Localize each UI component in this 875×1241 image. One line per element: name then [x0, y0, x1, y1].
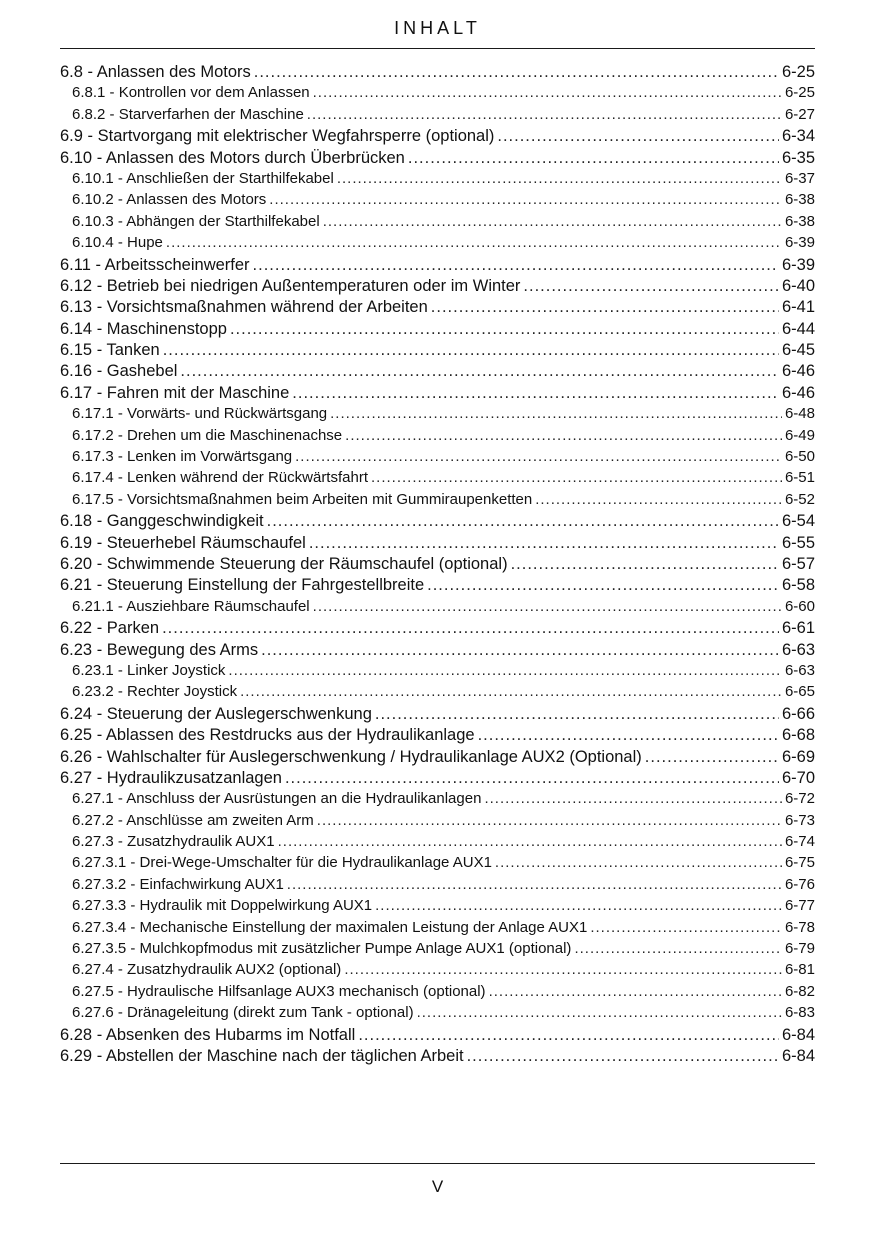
- toc-leader-dots: [345, 427, 782, 444]
- toc-leader-dots: [511, 555, 779, 574]
- toc-leader-dots: [375, 705, 779, 724]
- toc-entry-page: 6-38: [784, 212, 815, 230]
- toc-leader-dots: [371, 469, 782, 486]
- toc-leader-dots: [163, 341, 779, 360]
- toc-leader-dots: [417, 1004, 782, 1021]
- toc-entry-label: 6.27.3.2 - Einfachwirkung AUX1: [72, 875, 284, 893]
- toc-entry: [60, 833, 815, 854]
- toc-entry-page: 6-79: [784, 940, 815, 958]
- toc-entry: [60, 641, 815, 662]
- toc-entry-label: 6.23 - Bewegung des Arms: [60, 640, 259, 659]
- toc-leader-dots: [344, 961, 782, 978]
- toc-entry: [60, 1026, 815, 1047]
- toc-entry: [60, 769, 815, 790]
- toc-leader-dots: [267, 512, 779, 531]
- toc-leader-dots: [323, 213, 782, 230]
- toc-entry-label: 6.13 - Vorsichtsmaßnahmen während der Arbeiten: [60, 298, 428, 317]
- toc-entry: [60, 790, 815, 811]
- toc-entry-page: 6-57: [781, 554, 815, 573]
- toc-entry: [60, 170, 815, 191]
- toc-entry: [60, 469, 815, 490]
- toc-entry-page: 6-63: [784, 661, 815, 679]
- toc-entry: [60, 191, 815, 212]
- toc-entry-label: 6.17.4 - Lenken während der Rückwärtsfahrt: [72, 469, 368, 487]
- toc-entry: [60, 1004, 815, 1025]
- toc-leader-dots: [162, 619, 779, 638]
- toc-leader-dots: [431, 298, 779, 317]
- toc-entry-page: 6-76: [784, 875, 815, 893]
- toc-leader-dots: [467, 1047, 779, 1066]
- toc-entry: [60, 897, 815, 918]
- toc-leader-dots: [313, 598, 782, 615]
- toc-entry-label: 6.26 - Wahlschalter für Auslegerschwenkung / Hydraulikanlage AUX2 (Optional): [60, 747, 642, 766]
- toc-entry-page: 6-77: [784, 897, 815, 915]
- toc-leader-dots: [574, 940, 782, 957]
- toc-entry: [60, 256, 815, 277]
- toc-entry-page: 6-68: [781, 726, 815, 745]
- toc-entry-label: 6.21 - Steuerung Einstellung der Fahrgestellbreite: [60, 576, 425, 595]
- toc-entry-page: 6-46: [781, 362, 815, 381]
- toc-entry-page: 6-52: [784, 490, 815, 508]
- toc-entry-page: 6-60: [784, 597, 815, 615]
- toc-leader-dots: [292, 384, 779, 403]
- toc-entry-page: 6-74: [784, 833, 815, 851]
- toc-entry-label: 6.21.1 - Ausziehbare Räumschaufel: [72, 597, 310, 615]
- toc-entry-label: 6.15 - Tanken: [60, 341, 160, 360]
- toc-leader-dots: [375, 897, 782, 914]
- toc-entry-page: 6-70: [781, 768, 815, 787]
- toc-entry-page: 6-44: [781, 319, 815, 338]
- page-header: [60, 0, 815, 49]
- toc-entry-label: 6.10 - Anlassen des Motors durch Überbrücken: [60, 148, 405, 167]
- toc-entry-label: 6.27.1 - Anschluss der Ausrüstungen an die Hydraulikanlagen: [72, 790, 482, 808]
- toc-entry: [60, 213, 815, 234]
- footer-rule: [60, 1163, 815, 1164]
- toc-entry: [60, 555, 815, 576]
- toc-entry-label: 6.27.6 - Dränageleitung (direkt zum Tank - optional): [72, 1004, 414, 1022]
- toc-entry-page: 6-73: [784, 811, 815, 829]
- toc-entry: [60, 534, 815, 555]
- toc-entry-page: 6-41: [781, 298, 815, 317]
- toc-entry: [60, 961, 815, 982]
- toc-entry-page: 6-72: [784, 790, 815, 808]
- toc-entry: [60, 876, 815, 897]
- toc-leader-dots: [240, 683, 782, 700]
- toc-entry-label: 6.8.1 - Kontrollen vor dem Anlassen: [72, 84, 310, 102]
- toc-entry-label: 6.8.2 - Starverfarhen der Maschine: [72, 105, 304, 123]
- toc-entry: [60, 748, 815, 769]
- toc-entry-page: 6-37: [784, 169, 815, 187]
- toc-entry: [60, 919, 815, 940]
- toc-leader-dots: [590, 919, 782, 936]
- toc-entry-label: 6.23.2 - Rechter Joystick: [72, 683, 238, 701]
- toc-leader-dots: [408, 149, 779, 168]
- toc-entry-page: 6-61: [781, 619, 815, 638]
- toc-entry-label: 6.17.5 - Vorsichtsmaßnahmen beim Arbeiten mit Gummiraupenketten: [72, 490, 533, 508]
- toc-entry: [60, 662, 815, 683]
- toc-leader-dots: [180, 362, 779, 381]
- toc-entry-page: 6-55: [781, 533, 815, 552]
- toc-leader-dots: [523, 277, 779, 296]
- toc-entry: [60, 705, 815, 726]
- toc-entry: [60, 598, 815, 619]
- header-rule: [60, 48, 815, 49]
- toc-entry: [60, 448, 815, 469]
- toc-entry-page: 6-38: [784, 191, 815, 209]
- toc-entry-page: 6-58: [781, 576, 815, 595]
- page-title: INHALT: [394, 18, 481, 38]
- toc-leader-dots: [330, 405, 782, 422]
- toc-entry-page: 6-63: [781, 640, 815, 659]
- toc-leader-dots: [295, 448, 782, 465]
- toc-entry-label: 6.10.3 - Abhängen der Starthilfekabel: [72, 212, 320, 230]
- toc-leader-dots: [484, 790, 782, 807]
- toc-entry-page: 6-49: [784, 426, 815, 444]
- toc-leader-dots: [287, 876, 782, 893]
- toc-entry-page: 6-39: [784, 234, 815, 252]
- toc-entry: [60, 362, 815, 383]
- toc-entry-page: 6-75: [784, 854, 815, 872]
- toc-entry: [60, 983, 815, 1004]
- toc-entry: [60, 277, 815, 298]
- toc-entry: [60, 1047, 815, 1068]
- toc-entry: [60, 940, 815, 961]
- toc-entry: [60, 854, 815, 875]
- toc-entry-label: 6.24 - Steuerung der Auslegerschwenkung: [60, 704, 372, 723]
- toc-leader-dots: [269, 191, 782, 208]
- toc-entry-page: 6-54: [781, 512, 815, 531]
- toc-entry: [60, 726, 815, 747]
- toc-leader-dots: [358, 1026, 779, 1045]
- toc-entry: [60, 106, 815, 127]
- toc-entry-label: 6.10.1 - Anschließen der Starthilfekabel: [72, 169, 334, 187]
- footer-page-number: V: [431, 1177, 444, 1196]
- toc-entry-label: 6.11 - Arbeitsscheinwerfer: [60, 255, 250, 274]
- toc-entry-label: 6.27.5 - Hydraulische Hilfsanlage AUX3 mechanisch (optional): [72, 982, 486, 1000]
- toc-leader-dots: [253, 256, 779, 275]
- toc-entry-label: 6.9 - Startvorgang mit elektrischer Wegfahrsperre (optional): [60, 127, 495, 146]
- toc-entry-label: 6.17.2 - Drehen um die Maschinenachse: [72, 426, 343, 444]
- toc-entry-page: 6-81: [784, 961, 815, 979]
- toc-entry-label: 6.27.4 - Zusatzhydraulik AUX2 (optional): [72, 961, 342, 979]
- toc-entry-label: 6.10.2 - Anlassen des Motors: [72, 191, 267, 209]
- toc-entry-label: 6.27 - Hydraulikzusatzanlagen: [60, 768, 282, 787]
- toc-entry-page: 6-84: [781, 1025, 815, 1044]
- toc-leader-dots: [261, 641, 779, 660]
- toc-leader-dots: [497, 127, 779, 146]
- toc-entry-label: 6.8 - Anlassen des Motors: [60, 63, 251, 81]
- toc-leader-dots: [478, 726, 779, 745]
- toc-entry-page: 6-78: [784, 918, 815, 936]
- toc-entry: [60, 341, 815, 362]
- toc-entry: [60, 63, 815, 84]
- toc-entry: [60, 683, 815, 704]
- toc-entry-page: 6-40: [781, 276, 815, 295]
- toc-entry-page: 6-48: [784, 405, 815, 423]
- toc-entry-label: 6.22 - Parken: [60, 619, 160, 638]
- toc-leader-dots: [337, 170, 782, 187]
- toc-entry-label: 6.29 - Abstellen der Maschine nach der täglichen Arbeit: [60, 1046, 464, 1065]
- toc-entry-label: 6.14 - Maschinenstopp: [60, 319, 227, 338]
- toc-entry-label: 6.18 - Ganggeschwindigkeit: [60, 512, 264, 531]
- toc-entry: [60, 812, 815, 833]
- toc-entry-page: 6-66: [781, 704, 815, 723]
- toc-list: [60, 63, 815, 1068]
- toc-entry-label: 6.23.1 - Linker Joystick: [72, 661, 226, 679]
- toc-leader-dots: [166, 234, 782, 251]
- toc-leader-dots: [254, 63, 779, 82]
- toc-entry-label: 6.27.3.1 - Drei-Wege-Umschalter für die Hydraulikanlage AUX1: [72, 854, 492, 872]
- toc-entry-page: 6-46: [781, 383, 815, 402]
- toc-entry-label: 6.28 - Absenken des Hubarms im Notfall: [60, 1025, 356, 1044]
- toc-entry-page: 6-45: [781, 341, 815, 360]
- toc-entry-label: 6.12 - Betrieb bei niedrigen Außentemperaturen oder im Winter: [60, 276, 521, 295]
- toc-entry: [60, 384, 815, 405]
- toc-entry: [60, 619, 815, 640]
- toc-entry-label: 6.17.1 - Vorwärts- und Rückwärtsgang: [72, 405, 328, 423]
- toc-entry-page: 6-50: [784, 448, 815, 466]
- toc-entry-label: 6.20 - Schwimmende Steuerung der Räumschaufel (optional): [60, 554, 508, 573]
- toc-entry-page: 6-34: [781, 127, 815, 146]
- toc-leader-dots: [495, 854, 782, 871]
- toc-entry-label: 6.17 - Fahren mit der Maschine: [60, 383, 290, 402]
- toc-entry: [60, 491, 815, 512]
- toc-entry: [60, 127, 815, 148]
- toc-entry: [60, 576, 815, 597]
- toc-leader-dots: [427, 576, 779, 595]
- toc-entry-page: 6-25: [781, 63, 815, 81]
- toc-entry: [60, 512, 815, 533]
- toc-leader-dots: [645, 748, 779, 767]
- toc-entry-page: 6-83: [784, 1004, 815, 1022]
- toc-entry-label: 6.25 - Ablassen des Restdrucks aus der Hydraulikanlage: [60, 726, 475, 745]
- toc-leader-dots: [228, 662, 782, 679]
- toc-entry-label: 6.27.3 - Zusatzhydraulik AUX1: [72, 833, 275, 851]
- toc-entry-label: 6.27.2 - Anschlüsse am zweiten Arm: [72, 811, 314, 829]
- toc-entry: [60, 298, 815, 319]
- toc-entry: [60, 320, 815, 341]
- toc-entry: [60, 234, 815, 255]
- toc-entry-page: 6-82: [784, 982, 815, 1000]
- toc-entry-page: 6-51: [784, 469, 815, 487]
- toc-entry: [60, 149, 815, 170]
- toc-entry-page: 6-35: [781, 148, 815, 167]
- toc-leader-dots: [230, 320, 779, 339]
- toc-entry: [60, 84, 815, 105]
- toc-entry-page: 6-25: [784, 84, 815, 102]
- toc-entry-label: 6.17.3 - Lenken im Vorwärtsgang: [72, 448, 293, 466]
- toc-leader-dots: [313, 84, 782, 101]
- toc-entry-page: 6-27: [784, 105, 815, 123]
- toc-leader-dots: [285, 769, 779, 788]
- toc-entry: [60, 427, 815, 448]
- toc-entry-label: 6.16 - Gashebel: [60, 362, 178, 381]
- toc-entry-page: 6-65: [784, 683, 815, 701]
- toc-leader-dots: [278, 833, 782, 850]
- page-footer: [60, 1163, 815, 1197]
- toc-entry-label: 6.27.3.3 - Hydraulik mit Doppelwirkung AUX1: [72, 897, 373, 915]
- toc-entry-page: 6-84: [781, 1046, 815, 1065]
- toc-leader-dots: [309, 534, 779, 553]
- toc-leader-dots: [307, 106, 782, 123]
- toc-entry: [60, 405, 815, 426]
- toc-entry-label: 6.27.3.5 - Mulchkopfmodus mit zusätzlicher Pumpe Anlage AUX1 (optional): [72, 940, 572, 958]
- toc-entry-label: 6.10.4 - Hupe: [72, 234, 163, 252]
- toc-leader-dots: [535, 491, 782, 508]
- toc-entry-page: 6-39: [781, 255, 815, 274]
- toc-entry-label: 6.27.3.4 - Mechanische Einstellung der maximalen Leistung der Anlage AUX1: [72, 918, 588, 936]
- toc-leader-dots: [489, 983, 782, 1000]
- toc-entry-label: 6.19 - Steuerhebel Räumschaufel: [60, 533, 306, 552]
- toc-leader-dots: [317, 812, 782, 829]
- toc-entry-page: 6-69: [781, 747, 815, 766]
